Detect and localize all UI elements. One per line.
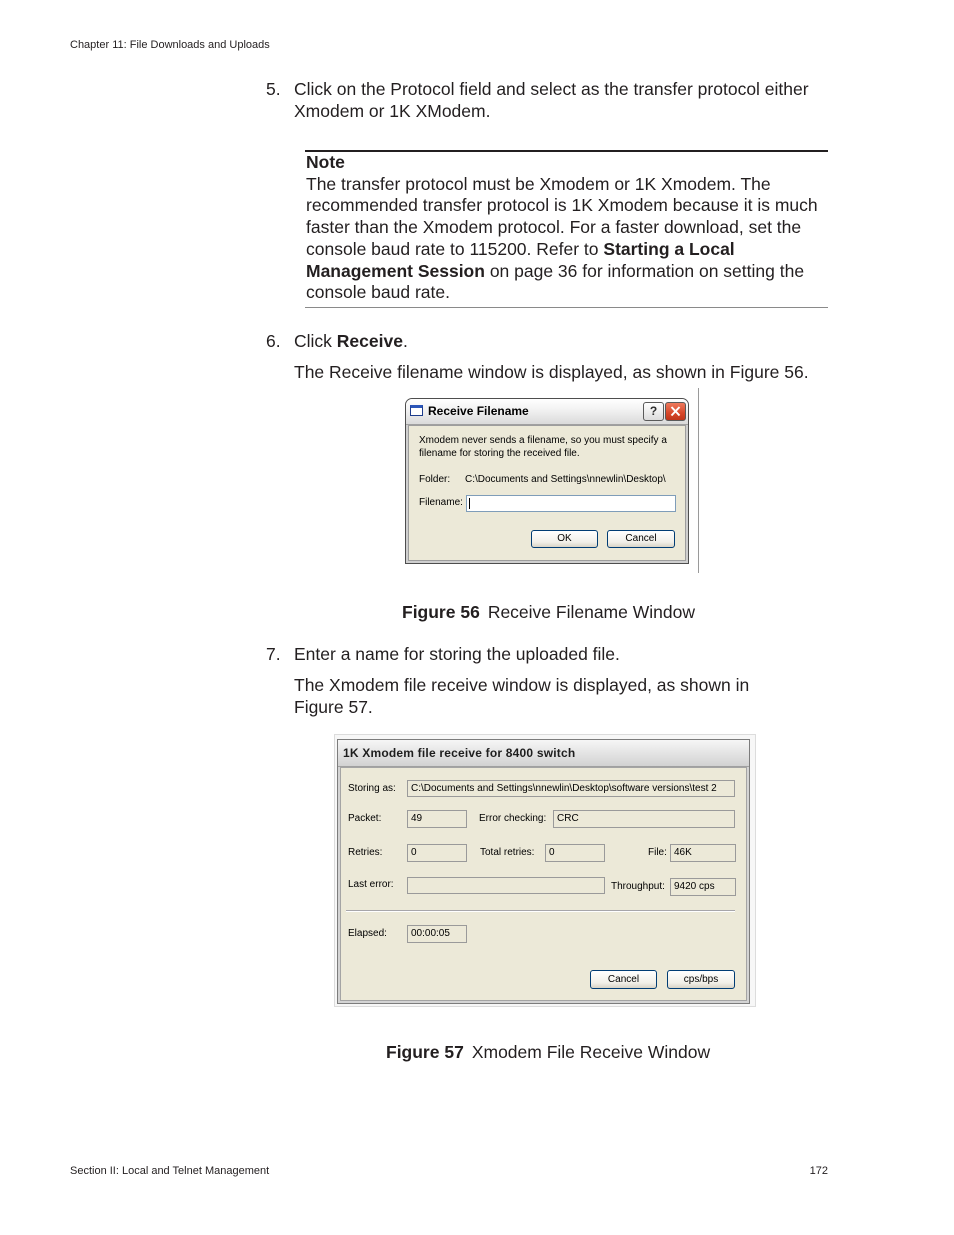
xmodem-file-receive-dialog (337, 739, 750, 1004)
step-7-number: 7. (266, 644, 281, 664)
dialog-message-line: Xmodem never sends a filename, so you must specify a (419, 435, 667, 446)
running-header: Chapter 11: File Downloads and Uploads (70, 39, 270, 51)
dialog-message-line: filename for storing the received file. (419, 448, 580, 459)
figure-title: Receive Filename Window (487, 602, 695, 622)
throughput-field: 9420 cps (670, 878, 736, 896)
filename-input[interactable] (466, 495, 676, 512)
file-label: File: (648, 847, 667, 858)
error-checking-field: CRC (553, 810, 735, 828)
step-7-followup-line: The Xmodem file receive window is displayed, as shown in (294, 675, 750, 695)
step-6-ui-term: Receive (336, 331, 403, 351)
dialog-title: Receive Filename (428, 404, 529, 418)
note-line (306, 261, 828, 283)
note-title: Note (306, 152, 345, 172)
storing-as-field: C:\Documents and Settings\nnewlin\Desktop\software versions\test 2 (407, 780, 735, 797)
last-error-field (407, 877, 605, 894)
packet-field: 49 (407, 810, 467, 828)
separator (346, 910, 735, 912)
note-line: faster than the Xmodem protocol. For a faster download, set the (306, 217, 802, 238)
ok-button[interactable]: OK (531, 530, 598, 548)
retries-field: 0 (407, 844, 467, 862)
figure-label: Figure 57 (386, 1042, 464, 1062)
note-text: on page 36 for information on setting the (484, 260, 805, 281)
window-icon (410, 405, 423, 416)
step-6-number: 6. (266, 331, 281, 351)
note-line: recommended transfer protocol is 1K Xmodem because it is much (306, 195, 818, 216)
step-7-followup (294, 674, 749, 718)
figure-label: Figure 56 (402, 602, 480, 622)
step-6-followup: The Receive filename window is displayed, as shown in Figure 56. (294, 362, 809, 382)
step-6-text (294, 330, 408, 352)
step-7-text: Enter a name for storing the uploaded file. (294, 644, 620, 664)
close-button[interactable] (665, 402, 686, 421)
filename-label: Filename: (419, 497, 463, 508)
close-icon (666, 403, 685, 420)
figure-title: Xmodem File Receive Window (471, 1042, 711, 1062)
figure-56-caption (402, 601, 695, 623)
packet-label: Packet: (348, 813, 382, 824)
step-6-instruction: Click (294, 331, 337, 351)
note-box (305, 150, 828, 308)
elapsed-label: Elapsed: (348, 928, 387, 939)
figure-56-border-line (698, 388, 699, 573)
cancel-button[interactable]: Cancel (590, 970, 657, 989)
cps-bps-button[interactable]: cps/bps (667, 970, 735, 989)
question-icon (644, 403, 663, 420)
note-line: The transfer protocol must be Xmodem or 1K Xmodem. The (306, 173, 771, 194)
step-5-text (294, 78, 809, 122)
step-5-line: Xmodem or 1K XModem. (294, 101, 491, 121)
step-6-punctuation: . (402, 331, 408, 351)
help-button[interactable] (643, 402, 664, 421)
total-retries-field: 0 (545, 844, 605, 862)
file-size-field: 46K (670, 844, 736, 862)
title-bar[interactable] (338, 740, 749, 767)
last-error-label: Last error: (348, 879, 394, 890)
step-5-number: 5. (266, 79, 281, 99)
error-checking-label: Error checking: (479, 813, 547, 824)
page-number: 172 (809, 1165, 828, 1177)
folder-label: Folder: (419, 474, 451, 485)
note-cross-reference: Management Session (306, 260, 485, 281)
figure-57-caption (386, 1041, 710, 1063)
elapsed-field: 00:00:05 (407, 925, 467, 943)
text-cursor (469, 498, 470, 509)
storing-as-label: Storing as: (348, 783, 396, 794)
note-cross-reference: Starting a Local (603, 238, 735, 259)
throughput-label: Throughput: (611, 881, 665, 892)
note-line: console baud rate. (306, 282, 450, 303)
cancel-button[interactable]: Cancel (607, 530, 675, 548)
step-5-line: Click on the Protocol field and select as the transfer protocol either (294, 79, 809, 99)
total-retries-label: Total retries: (480, 847, 535, 858)
running-footer-section: Section II: Local and Telnet Management (70, 1165, 270, 1177)
step-7-followup-line: Figure 57. (294, 697, 373, 717)
dialog-title: 1K Xmodem file receive for 8400 switch (343, 746, 576, 760)
folder-path: C:\Documents and Settings\nnewlin\Desktop\ (465, 474, 666, 485)
title-bar[interactable] (406, 399, 688, 425)
receive-filename-dialog (405, 398, 689, 564)
note-text: console baud rate to 115200. Refer to (306, 238, 604, 259)
note-line (306, 239, 828, 261)
retries-label: Retries: (348, 847, 383, 858)
